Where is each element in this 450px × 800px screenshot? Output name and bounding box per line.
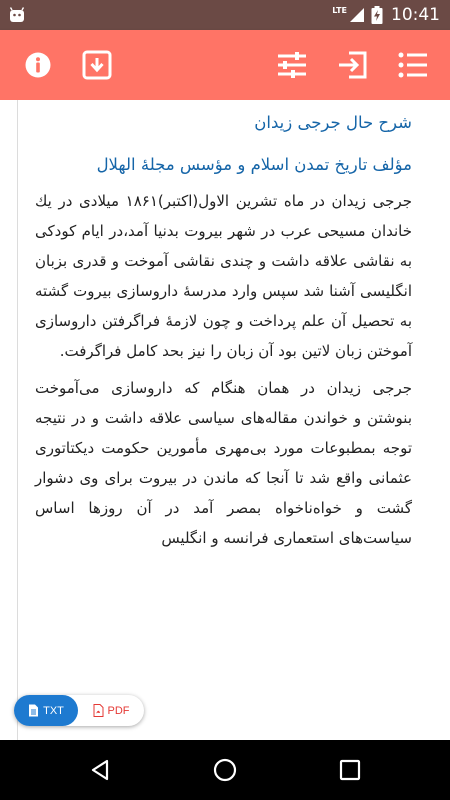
download-button[interactable] <box>79 47 115 83</box>
download-icon <box>82 50 112 80</box>
home-circle-icon <box>213 758 237 782</box>
recents-button[interactable] <box>332 752 368 788</box>
article-paragraph: جرجی زیدان در همان هنگام که داروسازی می‌آموخت بنوشتن و خواندن مقاله‌های سیاسی علاقه داشت و در نتیجه توجه بمطبوعات مورد بی‌مهری مأمورین حکومت دیکتاتوری عثمانی واقع شد تا آنجا که ماندن در بیروت برای وی دشوار گشت و خواه‌ناخواه بمصر آمد در آن روزها اساس سیاست‌های استعماری فرانسه و انگلیس <box>35 379 412 547</box>
pdf-export-label: PDF <box>107 704 130 717</box>
pdf-export-button[interactable] <box>78 695 144 726</box>
back-triangle-icon <box>89 759 111 781</box>
article-title: شرح حال جرجی زیدان <box>254 113 412 132</box>
network-type-label: LTE <box>332 5 347 15</box>
article-scroll-area[interactable] <box>0 100 450 740</box>
menu-button[interactable] <box>395 47 431 83</box>
settings-button[interactable] <box>274 47 310 83</box>
exit-icon <box>337 50 369 80</box>
sliders-icon <box>276 51 308 79</box>
signal-icon <box>349 7 365 23</box>
article-paragraph: جرجی زیدان در ماه تشرین الاول(اکتبر)۱۸۶۱ میلادی در یك خاندان مسیحی عرب در شهر بیروت بدنیا آمد،در ایام کودکی به نقاشی علاقه داشت و چندی نقاشی آموخت و قدری بزبان انگلیسی آشنا شد سپس وارد مدرسهٔ داروسازی بیروت گشته به تحصیل آن علم پرداخت و چون لازمهٔ فراگرفتن داروسازی آموختن زبان لاتین بود آن زبان را نیز بحد کامل فراگرفت. <box>35 192 412 360</box>
app-toolbar <box>0 30 450 100</box>
back-button[interactable] <box>82 752 118 788</box>
text-file-icon <box>28 704 39 717</box>
battery-charging-icon <box>371 6 383 24</box>
home-button[interactable] <box>207 752 243 788</box>
txt-export-label: TXT <box>43 704 64 717</box>
menu-icon <box>398 52 428 78</box>
export-button[interactable] <box>335 47 371 83</box>
system-navigation-bar <box>0 740 450 800</box>
info-button[interactable] <box>20 47 56 83</box>
pdf-file-icon <box>93 704 104 717</box>
info-icon <box>24 51 52 79</box>
txt-export-button[interactable] <box>14 695 78 726</box>
android-notification-icon <box>8 6 26 24</box>
export-format-toggle <box>14 695 144 726</box>
article <box>35 100 412 553</box>
clock: 10:41 <box>391 5 440 25</box>
article-subtitle: مؤلف تاریخ تمدن اسلام و مؤسس مجلهٔ الهلال <box>96 155 412 174</box>
status-bar <box>0 0 450 30</box>
recents-square-icon <box>339 759 361 781</box>
